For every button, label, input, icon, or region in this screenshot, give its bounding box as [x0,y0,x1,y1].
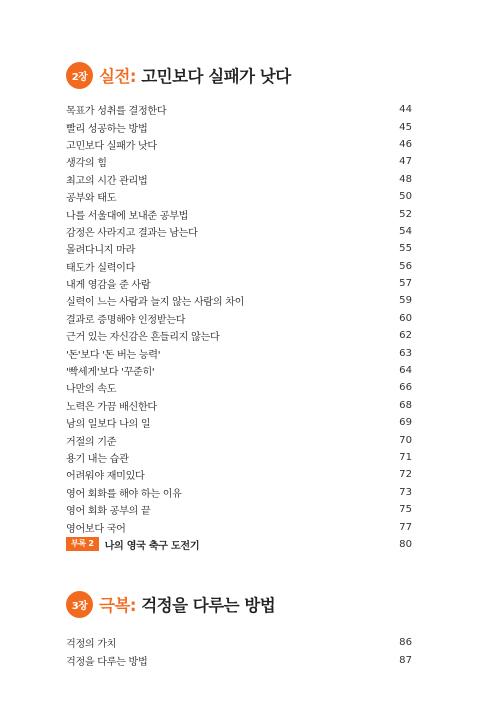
toc-entry [66,634,412,651]
toc-entry [66,344,412,361]
toc-entry [66,449,412,466]
toc-entry-page: 56 [399,260,412,272]
toc-entry [66,310,412,327]
toc-entry [66,518,412,535]
toc-entry-title: 고민보다 실패가 낫다 [66,140,157,152]
toc-entry-title: 나만의 속도 [66,384,117,396]
toc-entry-title: 나를 서울대에 보내준 공부법 [66,210,189,222]
toc-entry-page: 55 [399,243,412,255]
chapter-3-toc-list [66,634,412,669]
toc-entry-page: 54 [399,225,412,237]
toc-entry-page: 44 [399,104,412,116]
chapter-3-section [66,589,412,669]
chapter-3-title-accent: 극복: [99,596,136,615]
toc-entry-title: '빡세게'보다 '꾸준히' [66,367,155,379]
toc-entry-page: 57 [399,278,412,290]
toc-entry [66,466,412,483]
toc-entry-title: 결과로 증명해야 인정받는다 [66,314,186,326]
toc-entry [66,292,412,309]
toc-entry [66,258,412,275]
toc-entry [66,501,412,518]
toc-entry-title: 최고의 시간 관리법 [66,175,148,187]
toc-entry-page: 80 [399,538,412,550]
chapter-2-heading [66,60,412,90]
toc-entry-page: 71 [399,452,412,463]
toc-entry-title: 걱정을 다루는 방법 [66,656,148,668]
toc-entry-page: 60 [399,312,412,324]
toc-entry-page: 50 [399,191,412,203]
toc-entry [66,118,412,135]
toc-entry-title: 생각의 힘 [66,158,107,170]
chapter-3-badge: 3장 [66,591,93,618]
toc-entry-title: 실력이 느는 사람과 늘지 않는 사람의 차이 [66,297,245,309]
toc-entry-title: 목표가 성취를 결정한다 [66,106,167,118]
toc-entry-page: 48 [399,173,412,185]
toc-entry-page: 77 [399,521,412,533]
toc-entry-page: 59 [399,295,412,307]
toc-entry-page: 45 [399,121,412,133]
toc-entry [66,223,412,240]
toc-entry-title: 내게 영감을 준 사람 [66,280,151,292]
toc-entry [66,414,412,431]
toc-entry-page: 87 [399,654,412,666]
toc-entry [66,397,412,414]
chapter-2-section [66,60,412,553]
toc-entry [66,136,412,153]
toc-entry-title: 영어보다 국어 [66,523,126,535]
toc-entry [66,651,412,668]
toc-entry-title: 노력은 가끔 배신한다 [66,401,157,413]
toc-entry-page: 69 [399,417,412,429]
toc-entry-page: 86 [399,637,412,649]
toc-entry [66,484,412,501]
toc-entry-title: 거절의 기준 [66,436,117,448]
toc-entry [66,379,412,396]
toc-entry [66,205,412,222]
chapter-2-badge: 2장 [66,62,93,89]
toc-entry [66,275,412,292]
toc-entry-page: 73 [399,486,412,498]
chapter-2-title-accent: 실전: [99,67,136,86]
toc-entry [66,188,412,205]
toc-entry-title: 감정은 사라지고 결과는 남는다 [66,227,198,239]
toc-entry-title: 태도가 실력이다 [66,262,136,274]
chapter-3-title-main: 걱정을 다루는 방법 [135,596,276,615]
toc-entry-page: 66 [399,382,412,394]
bonus-title: 나의 영국 축구 도전기 [104,540,200,552]
toc-entry [66,431,412,448]
toc-entry-title: 몰려다니지 마라 [66,245,136,257]
toc-entry-page: 75 [399,504,412,516]
chapter-2-toc-list [66,101,412,553]
toc-entry-page: 46 [399,138,412,150]
toc-entry-title: 빨리 성공하는 방법 [66,123,148,135]
toc-entry-page: 47 [399,156,412,168]
toc-entry-page: 64 [399,365,412,377]
chapter-2-title [99,63,291,87]
toc-entry-title: '돈'보다 '돈 버는 능력' [66,349,161,361]
toc-entry [66,536,412,553]
toc-entry-page: 63 [399,347,412,359]
bonus-tag: 부록 2 [66,537,99,551]
chapter-3-heading [66,589,412,619]
toc-entry-title: 공부와 태도 [66,193,117,205]
toc-entry-title: 용기 내는 습관 [66,454,129,465]
toc-entry-page: 72 [399,469,412,481]
toc-entry-title: 어려워야 재미있다 [66,471,145,483]
toc-entry-title: 영어 회화를 해야 하는 이유 [66,488,182,500]
toc-entry [66,327,412,344]
toc-entry-page: 62 [399,330,412,342]
toc-entry [66,101,412,118]
toc-entry [66,240,412,257]
toc-entry-title: 걱정의 가치 [66,639,117,651]
toc-entry-title: 근거 있는 자신감은 흔들리지 않는다 [66,332,220,344]
toc-entry [66,171,412,188]
toc-entry-page: 68 [399,399,412,411]
toc-entry-page: 52 [399,208,412,220]
toc-entry [66,153,412,170]
toc-entry-page: 70 [399,434,412,446]
chapter-2-title-main: 고민보다 실패가 낫다 [135,67,291,86]
toc-entry [66,362,412,379]
toc-entry-title: 남의 일보다 나의 일 [66,419,151,431]
toc-entry-title: 영어 회화 공부의 끝 [66,506,151,518]
chapter-3-title [99,592,275,616]
toc-entry-title [66,537,199,552]
